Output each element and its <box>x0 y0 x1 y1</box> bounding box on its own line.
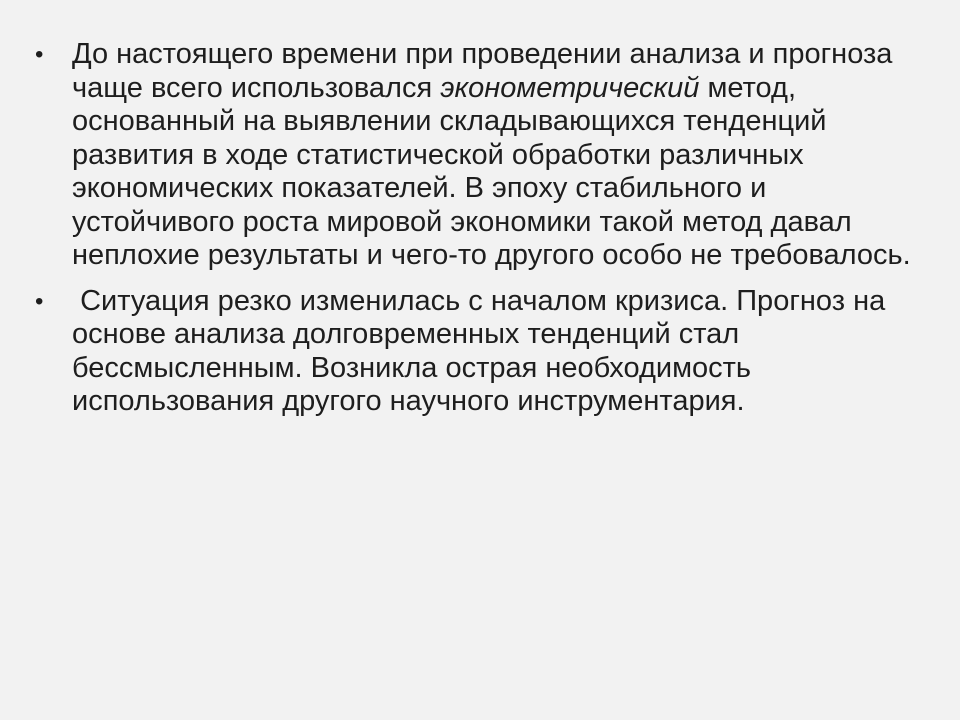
bullet-item-2 <box>35 285 915 419</box>
bullet-dot-icon: • <box>35 41 44 68</box>
bullet-text-italic-term: эконометрический <box>440 71 700 104</box>
bullet-text-body: Ситуация резко изменилась с началом кризиса. Прогноз на основе анализа долговременных тенденций стал бессмысленным. Возникла острая необходимость использования другого научного инструментария. <box>72 284 886 417</box>
bullet-text-lead <box>72 285 80 317</box>
bullet-text <box>72 285 915 419</box>
bullet-list <box>35 38 915 431</box>
bullet-dot-icon: • <box>35 287 44 315</box>
bullet-text <box>72 38 915 273</box>
bullet-text-end: метод, основанный на выявлении складывающихся тенденций развития в ходе статистической обработки различных экономических показателей. В эпоху стабильного и устойчивого роста мировой экономики такой метод давал неплохие результаты и чего-то другого особо не требовалось. <box>72 71 911 271</box>
bullet-text-start: До настоящего времени при проведении анализа и прогноза чаще всего использовался <box>72 38 893 104</box>
bullet-item-1 <box>35 38 915 273</box>
